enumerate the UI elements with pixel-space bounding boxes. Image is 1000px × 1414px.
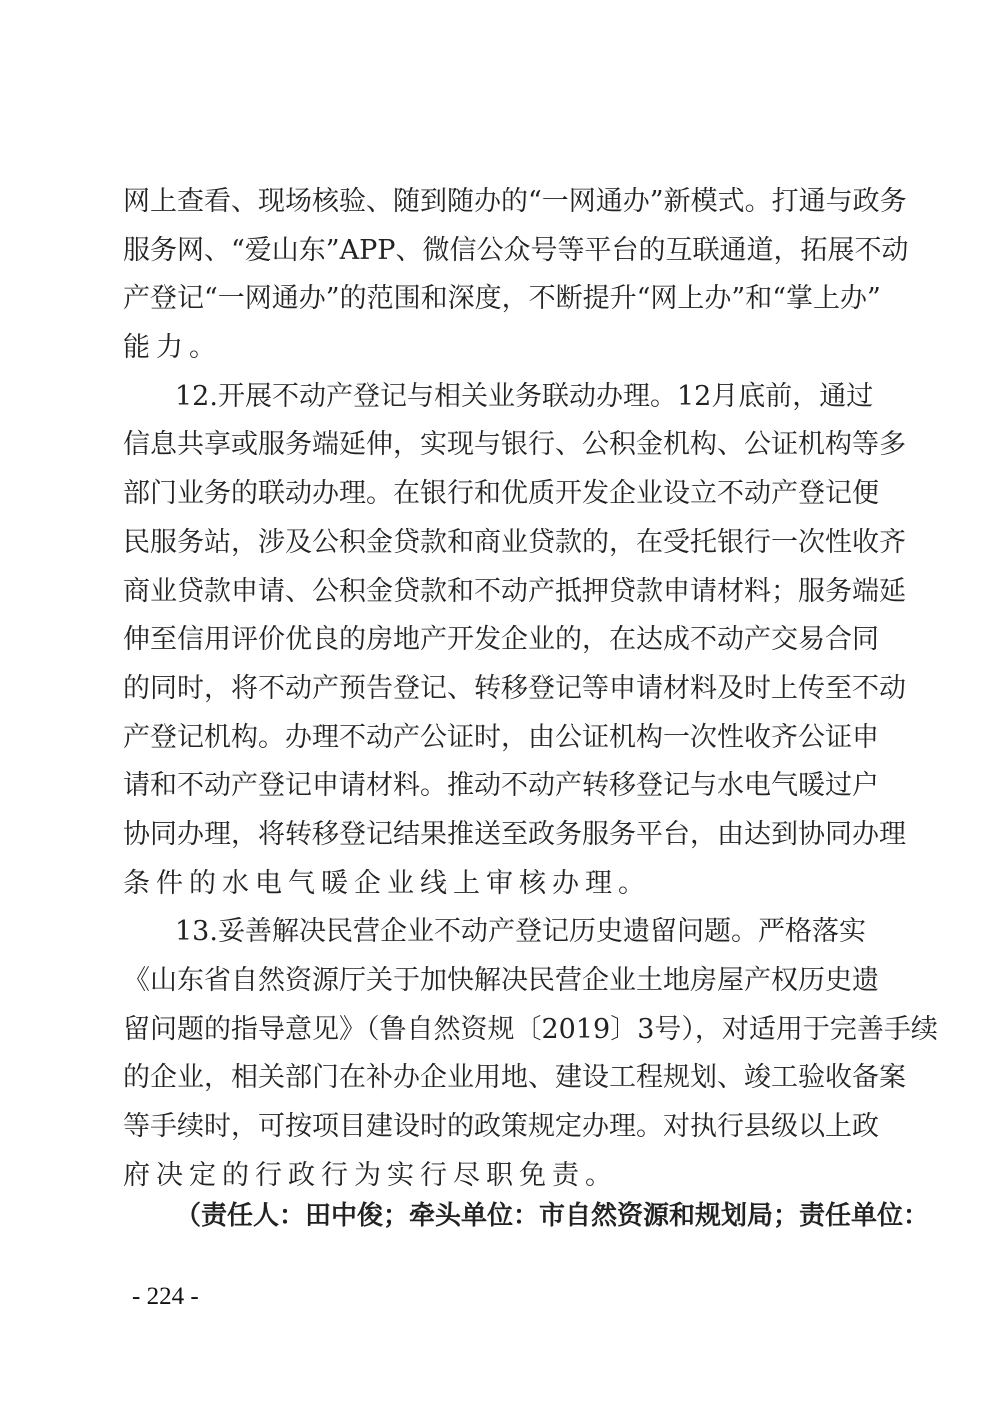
- text-line: 协同办理，将转移登记结果推送至政务服务平台，由达到协同办理: [123, 818, 906, 850]
- text-line: 民服务站，涉及公积金贷款和商业贷款的，在受托银行一次性收齐: [123, 526, 906, 558]
- item-13-heading-line: 13.妥善解决民营企业不动产登记历史遗留问题。严格落实: [175, 916, 866, 948]
- text-line: 能力。: [123, 332, 222, 364]
- text-line: 商业贷款申请、公积金贷款和不动产抵押贷款申请材料；服务端延: [123, 575, 906, 607]
- text-line: 伸至信用评价优良的房地产开发企业的，在达成不动产交易合同: [123, 624, 879, 656]
- text-line: 的同时，将不动产预告登记、转移登记等申请材料及时上传至不动: [123, 672, 906, 704]
- body-text: [123, 178, 938, 1200]
- text-line: 条件的水电气暖企业线上审核办理。: [123, 867, 651, 899]
- text-line: 部门业务的联动办理。在银行和优质开发企业设立不动产登记便: [123, 478, 879, 510]
- text-line: 信息共享或服务端延伸，实现与银行、公积金机构、公证机构等多: [123, 429, 906, 461]
- text-line: 等手续时，可按项目建设时的政策规定办理。对执行县级以上政: [123, 1111, 879, 1143]
- text-line: 服务网、“爱山东”APP、微信公众号等平台的互联通道，拓展不动: [123, 234, 909, 266]
- responsibility-note: [123, 1192, 930, 1241]
- text-line: 留问题的指导意见》（鲁自然资规〔2019〕3号），对适用于完善手续: [123, 1013, 938, 1045]
- text-line: 网上查看、现场核验、随到随办的“一网通办”新模式。打通与政务: [123, 186, 907, 217]
- text-line: 府决定的行政行为实行尽职免责。: [123, 1159, 618, 1191]
- text-line: 产登记“一网通办”的范围和深度，不断提升“网上办”和“掌上办”: [123, 283, 881, 315]
- page-number: - 224 -: [132, 1283, 199, 1310]
- text-line: 请和不动产登记申请材料。推动不动产转移登记与水电气暖过户: [123, 770, 879, 802]
- responsibility-line: （责任人：田中俊；牵头单位：市自然资源和规划局；责任单位：: [175, 1201, 930, 1231]
- text-line: 的企业，相关部门在补办企业用地、建设工程规划、竣工验收备案: [123, 1062, 906, 1094]
- item-12-heading-line: 12.开展不动产登记与相关业务联动办理。12月底前，通过: [175, 380, 874, 412]
- text-line: 产登记机构。办理不动产公证时，由公证机构一次性收齐公证申: [123, 721, 879, 753]
- text-line: 《山东省自然资源厅关于加快解决民营企业土地房屋产权历史遗: [123, 965, 879, 996]
